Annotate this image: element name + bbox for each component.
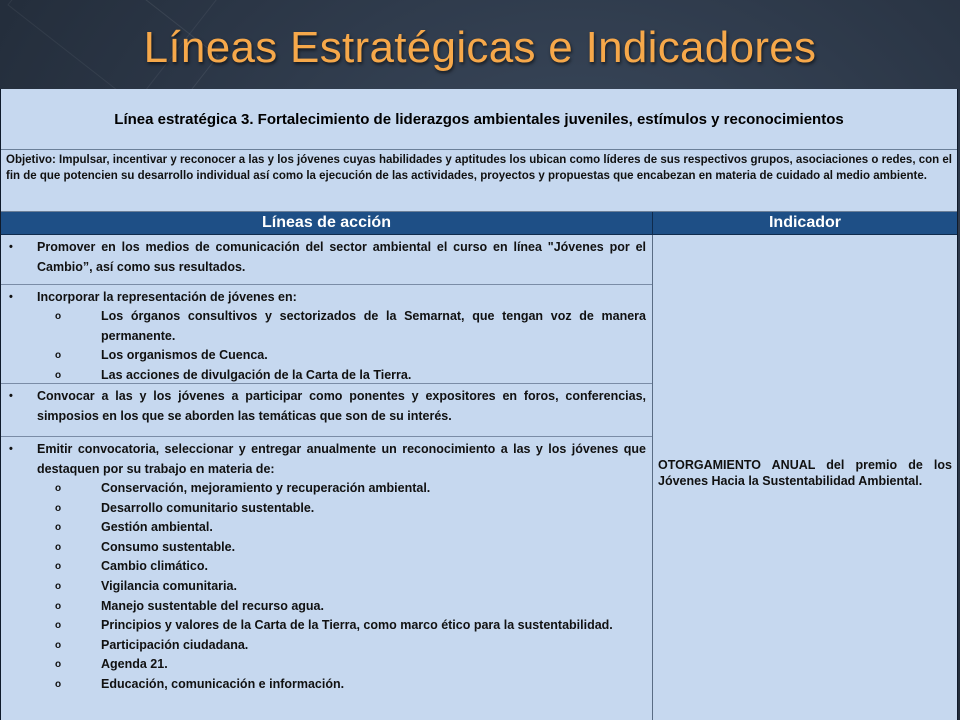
sub-item bbox=[7, 499, 646, 519]
sub-item-text: Participación ciudadana. bbox=[101, 637, 249, 652]
action-item bbox=[7, 287, 646, 307]
sub-bullet-icon: o bbox=[55, 620, 62, 632]
sub-item-text: Los órganos consultivos y sectorizados de la Semarnat, que tengan voz de manera permanente. bbox=[101, 309, 646, 343]
action-text: Promover en los medios de comunicación del sector ambiental el curso en línea "Jóvenes por el Cambio”, así como sus resultados. bbox=[37, 240, 646, 274]
sub-item-text: Educación, comunicación e información. bbox=[101, 676, 345, 691]
strategy-table bbox=[0, 89, 958, 720]
sub-bullet-icon: o bbox=[55, 311, 62, 322]
header-actions: Líneas de acción bbox=[1, 212, 653, 234]
sub-item bbox=[7, 616, 646, 636]
action-cell bbox=[1, 235, 652, 285]
sub-item bbox=[7, 577, 646, 597]
sub-bullet-icon: o bbox=[55, 580, 62, 592]
action-text: Emitir convocatoria, seleccionar y entregar anualmente un reconocimiento a las y los jóvenes que destaquen por su trabajo en materia de: bbox=[37, 442, 646, 476]
action-item bbox=[7, 237, 646, 277]
action-item bbox=[7, 386, 646, 426]
slide-title: Líneas Estratégicas e Indicadores bbox=[143, 23, 817, 72]
table-body bbox=[1, 235, 957, 720]
sub-item-text: Conservación, mejoramiento y recuperación ambiental. bbox=[101, 481, 431, 495]
sub-bullet-icon: o bbox=[55, 639, 62, 651]
sub-item bbox=[7, 307, 646, 346]
sub-bullet-icon: o bbox=[55, 502, 62, 514]
sub-item-text: Gestión ambiental. bbox=[101, 520, 213, 535]
bullet-icon: • bbox=[9, 390, 13, 402]
sub-bullet-icon: o bbox=[55, 659, 62, 671]
sub-item-text: Desarrollo comunitario sustentable. bbox=[101, 500, 315, 515]
sub-bullet-icon: o bbox=[55, 561, 62, 573]
strategic-line-row: Línea estratégica 3. Fortalecimiento de liderazgos ambientales juveniles, estímulos y reconocimientos bbox=[1, 89, 957, 150]
sub-item bbox=[7, 655, 646, 675]
indicator-text: OTORGAMIENTO ANUAL del premio de los Jóvenes Hacia la Sustentabilidad Ambiental. bbox=[658, 458, 952, 488]
action-cell bbox=[1, 437, 652, 720]
sub-bullet-icon: o bbox=[55, 678, 62, 690]
header-indicator: Indicador bbox=[768, 214, 841, 231]
action-item bbox=[7, 439, 646, 479]
sub-bullet-icon: o bbox=[55, 369, 62, 381]
indicator-column bbox=[653, 235, 957, 720]
sub-item bbox=[7, 538, 646, 558]
actions-column bbox=[1, 235, 653, 720]
action-text: Convocar a las y los jóvenes a participar como ponentes y expositores en foros, conferencias, simposios en los que se aborden las temáticas que son de su interés. bbox=[37, 389, 646, 423]
sub-item bbox=[7, 346, 646, 366]
sub-bullet-icon: o bbox=[55, 522, 62, 534]
sub-item-text: Vigilancia comunitaria. bbox=[101, 578, 237, 593]
sub-item-text: Consumo sustentable. bbox=[101, 539, 236, 554]
sub-bullet-icon: o bbox=[55, 600, 62, 612]
sub-item bbox=[7, 479, 646, 499]
action-cell bbox=[1, 285, 652, 384]
sub-item-text: Principios y valores de la Carta de la Tierra, como marco ético para la sustentabilidad. bbox=[101, 618, 613, 633]
sub-item bbox=[7, 366, 646, 386]
sub-item bbox=[7, 518, 646, 538]
sub-item-text: Cambio climático. bbox=[101, 559, 208, 574]
sub-item-text: Los organismos de Cuenca. bbox=[101, 348, 268, 363]
table-header bbox=[1, 212, 957, 235]
sub-item bbox=[7, 675, 646, 695]
sub-item bbox=[7, 557, 646, 577]
action-cell bbox=[1, 384, 652, 437]
sub-item bbox=[7, 636, 646, 656]
bullet-icon: • bbox=[9, 443, 13, 455]
action-text: Incorporar la representación de jóvenes en: bbox=[37, 290, 297, 304]
sub-bullet-icon: o bbox=[55, 483, 62, 494]
sub-item bbox=[7, 597, 646, 617]
objective-row: Objetivo: Impulsar, incentivar y reconocer a las y los jóvenes cuyas habilidades y aptitudes los ubican como líderes de sus respectivos grupos, asociaciones o redes, con el fin de que potencien su desarrollo individual así como la ejecución de las actividades, proyectos y propuestas que encabezan en materia de cuidado al medio ambiente. bbox=[1, 150, 957, 212]
sub-item-text: Las acciones de divulgación de la Carta de la Tierra. bbox=[101, 367, 412, 382]
bullet-icon: • bbox=[9, 241, 13, 253]
sub-item-text: Agenda 21. bbox=[101, 657, 168, 672]
bullet-icon: • bbox=[9, 291, 13, 303]
sub-item-text: Manejo sustentable del recurso agua. bbox=[101, 598, 324, 613]
sub-bullet-icon: o bbox=[55, 350, 62, 362]
sub-bullet-icon: o bbox=[55, 541, 62, 553]
